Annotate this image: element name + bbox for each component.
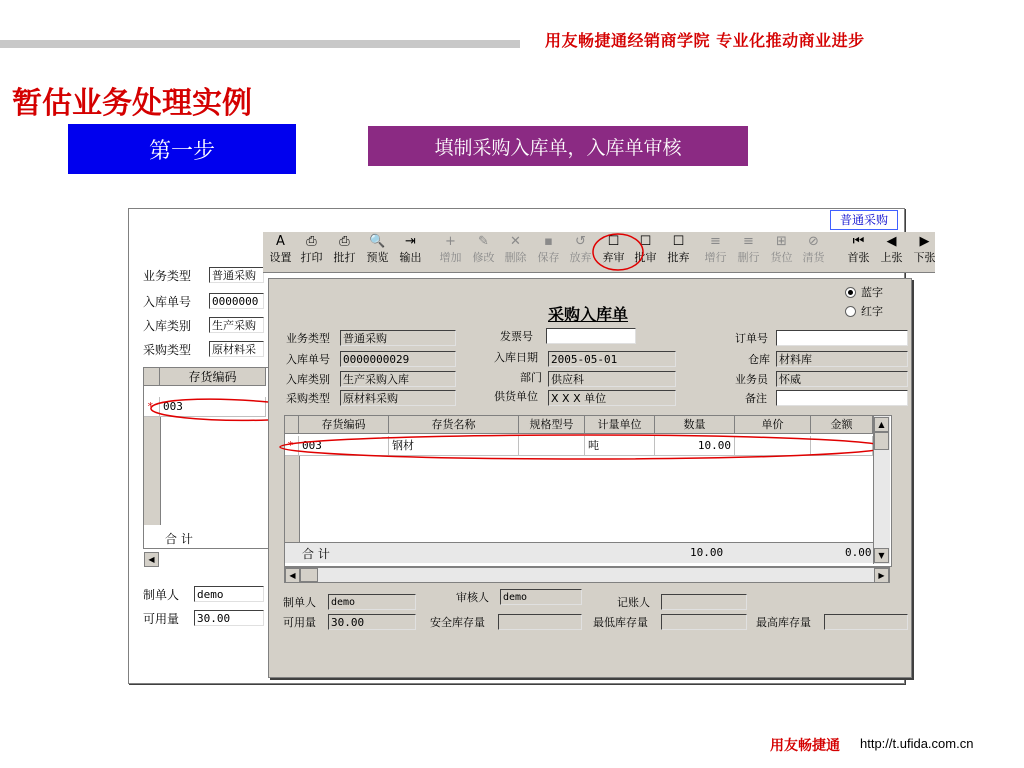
back-maker-input[interactable]: demo bbox=[194, 586, 264, 602]
back-field-input[interactable]: 普通采购 bbox=[209, 267, 264, 283]
toolbar-icon: ≡ bbox=[710, 234, 721, 249]
invoice-field[interactable] bbox=[546, 328, 636, 344]
back-field-label: 业务类型 bbox=[143, 269, 192, 283]
toolbar-icon: ◀ bbox=[886, 234, 897, 249]
back-field-input[interactable]: 0000000 bbox=[209, 293, 264, 309]
back-field-input[interactable]: 原材料采 bbox=[209, 341, 264, 357]
toolbar-button[interactable] bbox=[500, 234, 531, 268]
approve-highlight-circle bbox=[590, 230, 646, 274]
maker-label: 制单人 bbox=[283, 596, 316, 609]
doc-no-label: 入库单号 bbox=[286, 353, 330, 366]
back-avail-label: 可用量 bbox=[143, 612, 180, 626]
header-slogan: 用友畅捷通经销商学院 专业化推动商业进步 bbox=[545, 31, 865, 50]
toolbar-button[interactable] bbox=[733, 234, 764, 268]
grid-col-name[interactable]: 存货名称 bbox=[389, 416, 519, 434]
toolbar-button[interactable] bbox=[766, 234, 797, 268]
toolbar-icon: ☐ bbox=[639, 234, 652, 249]
back-avail-input[interactable]: 30.00 bbox=[194, 610, 264, 626]
toolbar-button-label: 批打 bbox=[333, 251, 356, 264]
invoice-label: 发票号 bbox=[500, 330, 533, 343]
radio-blue[interactable] bbox=[845, 287, 856, 298]
toolbar-icon: + bbox=[445, 234, 456, 249]
min-stock-label: 最低库存量 bbox=[593, 616, 648, 629]
footer-logo: 用友畅捷通 bbox=[770, 738, 840, 754]
back-row-marker: * bbox=[144, 397, 160, 417]
safety-stock-field[interactable] bbox=[498, 614, 582, 630]
back-row-headers bbox=[144, 417, 161, 525]
toolbar-button-label: 上张 bbox=[880, 251, 903, 264]
radio-blue-label: 蓝字 bbox=[861, 286, 883, 299]
back-maker-label: 制单人 bbox=[143, 588, 180, 602]
max-stock-label: 最高库存量 bbox=[756, 616, 811, 629]
slide-title: 暂估业务处理实例 bbox=[12, 86, 252, 121]
toolbar-button[interactable] bbox=[876, 234, 907, 268]
toolbar-button-label: 首张 bbox=[847, 251, 870, 264]
toolbar-button-label: 批审 bbox=[634, 251, 657, 264]
toolbar-button-label: 预览 bbox=[366, 251, 389, 264]
scroll-left-button[interactable]: ◀ bbox=[285, 568, 300, 583]
step-label bbox=[68, 124, 296, 174]
back-field-label: 入库类别 bbox=[143, 319, 192, 333]
toolbar-button-label: 清货 bbox=[802, 251, 825, 264]
grid-col-qty[interactable]: 数量 bbox=[655, 416, 735, 434]
biz-type-label: 业务类型 bbox=[286, 332, 330, 345]
back-grid bbox=[143, 367, 269, 549]
back-grid-corner bbox=[144, 368, 160, 386]
back-field-label: 采购类型 bbox=[143, 343, 192, 357]
back-scroll-left-button[interactable]: ◀ bbox=[144, 552, 159, 567]
row-highlight-ellipse bbox=[276, 430, 891, 464]
toolbar-icon: A bbox=[276, 234, 285, 249]
row-marker: * bbox=[285, 436, 299, 456]
category-label: 入库类别 bbox=[286, 373, 330, 386]
grid-col-spec[interactable]: 规格型号 bbox=[519, 416, 585, 434]
scroll-down-button[interactable]: ▼ bbox=[874, 548, 889, 563]
toolbar-button-label: 删行 bbox=[737, 251, 760, 264]
toolbar-button-label: 货位 bbox=[770, 251, 793, 264]
toolbar-button-label: 批弃 bbox=[667, 251, 690, 264]
toolbar-icon: ☐ bbox=[672, 234, 685, 249]
step-description-text: 填制采购入库单，入库单审核 bbox=[434, 136, 682, 159]
dept-field[interactable]: 供应科 bbox=[548, 371, 676, 387]
toolbar-button[interactable] bbox=[663, 234, 694, 268]
supplier-label: 供货单位 bbox=[494, 390, 538, 403]
row-unit-cell[interactable]: 吨 bbox=[585, 436, 655, 456]
toolbar-button-label: 修改 bbox=[472, 251, 495, 264]
toolbar-button-label: 打印 bbox=[300, 251, 323, 264]
toolbar-icon: ☐ bbox=[607, 234, 620, 249]
remark-field[interactable] bbox=[776, 390, 908, 406]
toolbar-button-label: 输出 bbox=[399, 251, 422, 264]
radio-red[interactable] bbox=[845, 306, 856, 317]
hscroll-thumb[interactable] bbox=[300, 568, 318, 582]
toolbar-button[interactable] bbox=[798, 234, 829, 268]
toolbar-button-label: 设置 bbox=[269, 251, 292, 264]
booker-field[interactable] bbox=[661, 594, 747, 610]
clerk-label: 业务员 bbox=[735, 373, 768, 386]
remark-label: 备注 bbox=[745, 392, 767, 405]
biz-type-field[interactable]: 普通采购 bbox=[340, 330, 456, 346]
doc-no-field[interactable]: 0000000029 bbox=[340, 351, 456, 367]
grid-col-price[interactable]: 单价 bbox=[735, 416, 811, 434]
grid-total-qty: 10.00 bbox=[690, 546, 724, 559]
grid-col-code[interactable]: 存货编码 bbox=[299, 416, 389, 434]
toolbar-button[interactable] bbox=[329, 234, 360, 268]
purchase-type-label: 采购类型 bbox=[286, 392, 330, 405]
toolbar-button[interactable] bbox=[468, 234, 499, 268]
toolbar-button[interactable] bbox=[533, 234, 564, 268]
toolbar-button[interactable] bbox=[909, 234, 935, 268]
toolbar-icon: ⎙ bbox=[306, 234, 317, 249]
grid-col-amount[interactable]: 金额 bbox=[811, 416, 873, 434]
purchase-type-field[interactable]: 原材料采购 bbox=[340, 390, 456, 406]
scroll-right-button[interactable]: ▶ bbox=[874, 568, 889, 583]
grid-col-unit[interactable]: 计量单位 bbox=[585, 416, 655, 434]
grid-total-label: 合 计 bbox=[302, 547, 330, 561]
maker-field[interactable]: demo bbox=[328, 594, 416, 610]
grid-total-row bbox=[285, 542, 873, 563]
toolbar-button-label: 删除 bbox=[504, 251, 527, 264]
row-code-cell[interactable]: 003 bbox=[299, 436, 389, 456]
toolbar-icon: ⇥ bbox=[405, 234, 416, 249]
back-row-code[interactable]: 003 bbox=[160, 397, 266, 417]
toolbar-button[interactable] bbox=[265, 234, 296, 268]
date-label: 入库日期 bbox=[494, 351, 538, 364]
order-field[interactable] bbox=[776, 330, 908, 346]
toolbar-button-label: 保存 bbox=[537, 251, 560, 264]
toolbar-icon: ⎙ bbox=[339, 234, 350, 249]
back-row-highlight bbox=[143, 396, 268, 428]
back-field-input[interactable]: 生产采购 bbox=[209, 317, 264, 333]
toolbar-button[interactable] bbox=[395, 234, 426, 268]
date-field[interactable]: 2005-05-01 bbox=[548, 351, 676, 367]
toolbar-button-label: 弃审 bbox=[602, 251, 625, 264]
auditor-field[interactable]: demo bbox=[500, 589, 582, 605]
clerk-field[interactable]: 怀威 bbox=[776, 371, 908, 387]
toolbar-icon: ⊘ bbox=[808, 234, 819, 249]
radio-red-label: 红字 bbox=[861, 305, 883, 318]
footer-url[interactable]: http://t.ufida.com.cn bbox=[860, 736, 974, 751]
toolbar-button-label: 增行 bbox=[704, 251, 727, 264]
toolbar-icon: 🔍 bbox=[369, 234, 386, 249]
toolbar-button[interactable] bbox=[362, 234, 393, 268]
step-description bbox=[368, 126, 748, 166]
row-qty-cell[interactable]: 10.00 bbox=[655, 436, 735, 456]
grid-hscroll[interactable] bbox=[284, 567, 890, 583]
back-type-badge: 普通采购 bbox=[830, 210, 898, 230]
safety-stock-label: 安全库存量 bbox=[430, 616, 485, 629]
toolbar-button-label: 下张 bbox=[913, 251, 935, 264]
supplier-field[interactable]: X X X 单位 bbox=[548, 390, 676, 406]
warehouse-field[interactable]: 材料库 bbox=[776, 351, 908, 367]
avail-field[interactable]: 30.00 bbox=[328, 614, 416, 630]
row-headers bbox=[285, 456, 300, 542]
toolbar-button[interactable] bbox=[435, 234, 466, 268]
step-label-text: 第一步 bbox=[148, 138, 215, 164]
back-grid-header: 存货编码 bbox=[160, 368, 266, 386]
toolbar-button[interactable] bbox=[296, 234, 327, 268]
scroll-up-button[interactable]: ▲ bbox=[874, 417, 889, 432]
min-stock-field[interactable] bbox=[661, 614, 747, 630]
dept-label: 部门 bbox=[520, 371, 542, 384]
toolbar-button-label: 增加 bbox=[439, 251, 462, 264]
toolbar-icon: ✕ bbox=[510, 234, 521, 249]
toolbar-icon: ↺ bbox=[575, 234, 586, 249]
category-field[interactable]: 生产采购入库 bbox=[340, 371, 456, 387]
toolbar-icon: ▶ bbox=[919, 234, 930, 249]
toolbar-button[interactable] bbox=[700, 234, 731, 268]
toolbar-icon: ⏮ bbox=[852, 234, 865, 249]
toolbar-icon: ✎ bbox=[478, 234, 489, 249]
back-field-label: 入库单号 bbox=[143, 295, 192, 309]
order-label: 订单号 bbox=[735, 332, 768, 345]
warehouse-label: 仓库 bbox=[748, 353, 770, 366]
toolbar-button-label: 放弃 bbox=[569, 251, 592, 264]
avail-label: 可用量 bbox=[283, 616, 316, 629]
scroll-thumb[interactable] bbox=[874, 432, 889, 450]
toolbar-icon: ▪ bbox=[544, 234, 553, 249]
auditor-label: 审核人 bbox=[456, 591, 489, 604]
toolbar-icon: ⊞ bbox=[776, 234, 787, 249]
back-total-label: 合 计 bbox=[165, 532, 193, 546]
toolbar-icon: ≡ bbox=[743, 234, 754, 249]
header-divider bbox=[0, 40, 520, 48]
row-name-cell[interactable]: 钢材 bbox=[389, 436, 519, 456]
form-title: 采购入库单 bbox=[548, 305, 629, 324]
max-stock-field[interactable] bbox=[824, 614, 908, 630]
grid-total-amount: 0.00 bbox=[845, 546, 872, 559]
toolbar-button[interactable] bbox=[843, 234, 874, 268]
booker-label: 记账人 bbox=[617, 596, 650, 609]
